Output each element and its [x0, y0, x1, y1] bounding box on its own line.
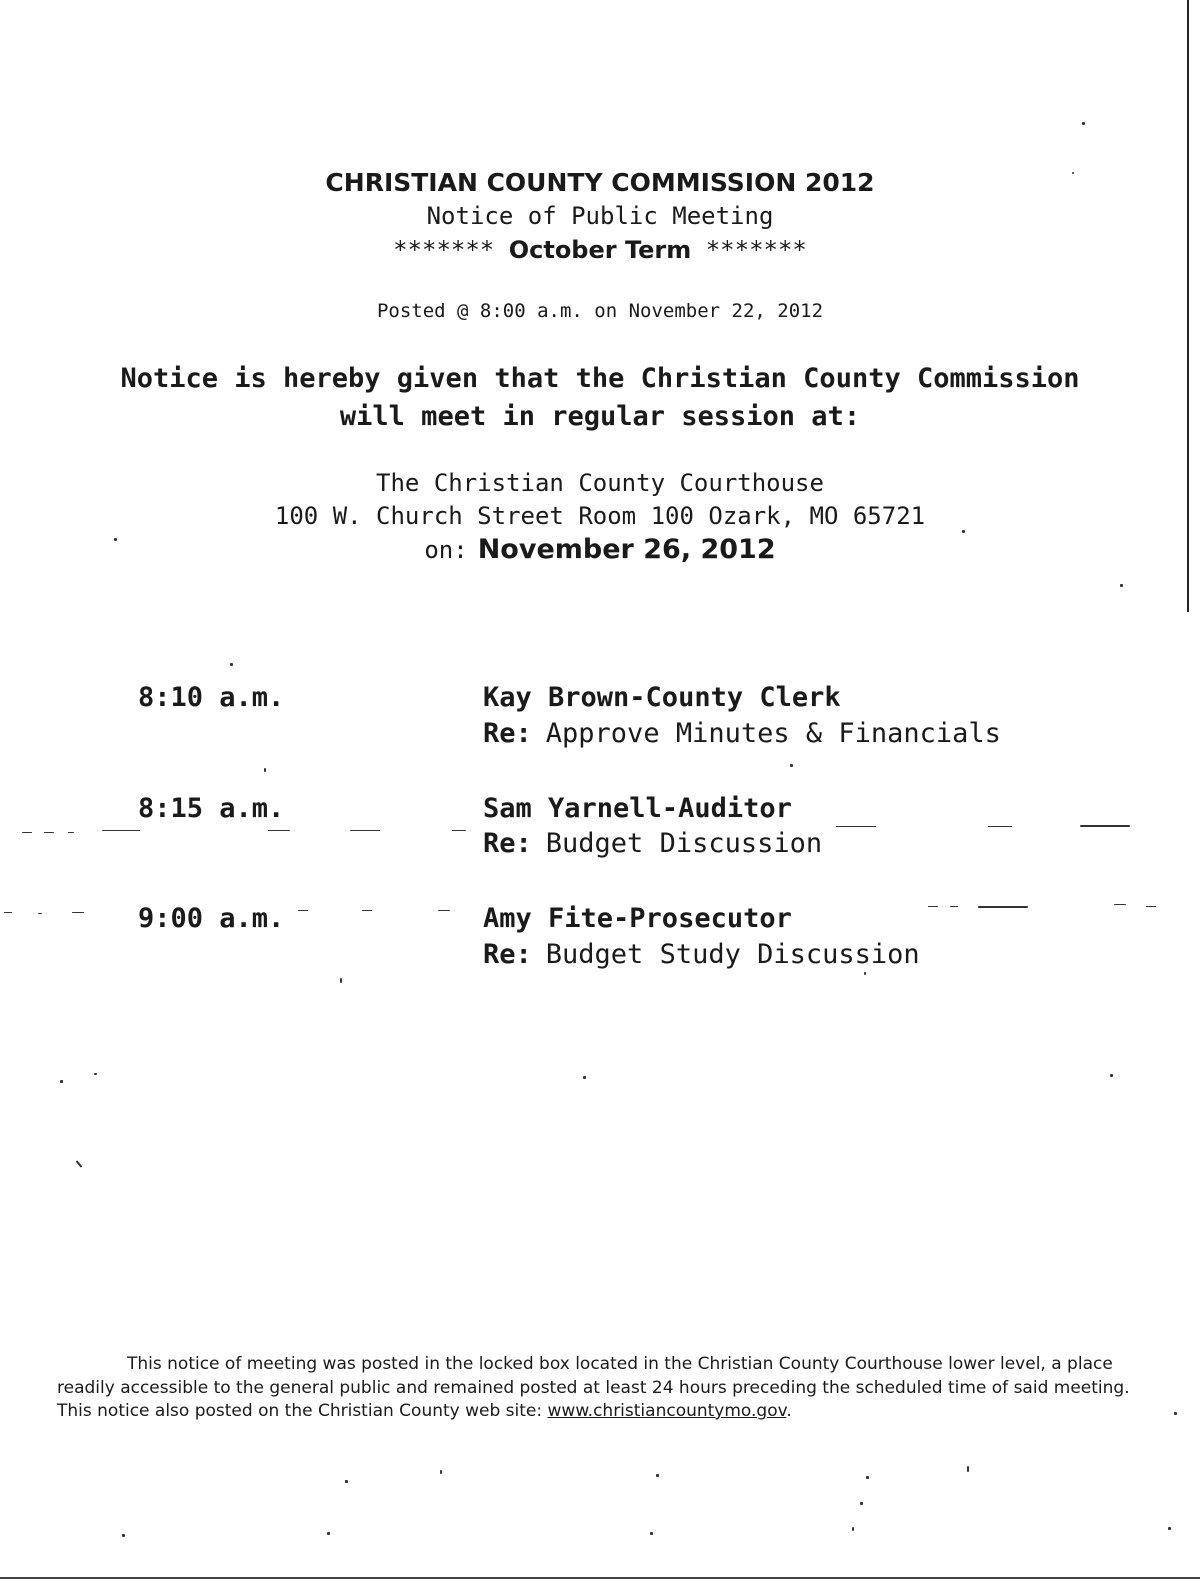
- agenda-topic-line: [483, 939, 920, 970]
- on-label: on:: [424, 536, 468, 564]
- term-line: [0, 236, 1200, 264]
- agenda-presenter: Sam Yarnell-Auditor: [483, 793, 792, 824]
- page-edge-bottom: [0, 1577, 1200, 1579]
- meeting-date: November 26, 2012: [477, 534, 776, 565]
- posted-line: Posted @ 8:00 a.m. on November 22, 2012: [376, 300, 824, 322]
- re-label: Re:: [483, 828, 532, 859]
- agenda-topic: Budget Study Discussion: [545, 939, 920, 970]
- notice-line-2: will meet in regular session at:: [339, 401, 861, 432]
- agenda-presenter: Kay Brown-County Clerk: [483, 682, 841, 713]
- term-stars-right: *******: [705, 236, 807, 264]
- re-label: Re:: [483, 939, 532, 970]
- posting-certification: [57, 1353, 1142, 1424]
- term-name: October Term: [508, 236, 692, 264]
- meeting-place: The Christian County Courthouse: [376, 469, 824, 497]
- agenda-topic-line: [483, 828, 822, 859]
- agenda-topic-line: [483, 718, 1001, 749]
- agenda-topic: Budget Discussion: [545, 828, 823, 859]
- notice-line-1: Notice is hereby given that the Christian County Commission: [120, 363, 1080, 394]
- document-subtitle: Notice of Public Meeting: [426, 202, 774, 230]
- footer-end: .: [786, 1401, 792, 1421]
- agenda-time: 8:15 a.m.: [138, 793, 285, 824]
- county-website-link[interactable]: www.christiancountymo.gov: [547, 1401, 787, 1421]
- meeting-address: 100 W. Church Street Room 100 Ozark, MO 65721: [274, 502, 926, 530]
- footer-text: This notice of meeting was posted in the locked box located in the Christian County Courthouse lower level, a place readily accessible to the general public and remained posted at least 24 hours preceding the scheduled time of said meeting. This notice also posted on the Christian County web site:: [57, 1354, 1130, 1421]
- agenda-time: 9:00 a.m.: [138, 903, 285, 934]
- re-label: Re:: [483, 718, 532, 749]
- term-stars-left: *******: [393, 236, 495, 264]
- meeting-date-line: [0, 534, 1200, 565]
- agenda-presenter: Amy Fite-Prosecutor: [483, 903, 792, 934]
- agenda-topic: Approve Minutes & Financials: [545, 718, 1001, 749]
- document-title: CHRISTIAN COUNTY COMMISSION 2012: [325, 168, 875, 197]
- agenda-time: 8:10 a.m.: [138, 682, 285, 713]
